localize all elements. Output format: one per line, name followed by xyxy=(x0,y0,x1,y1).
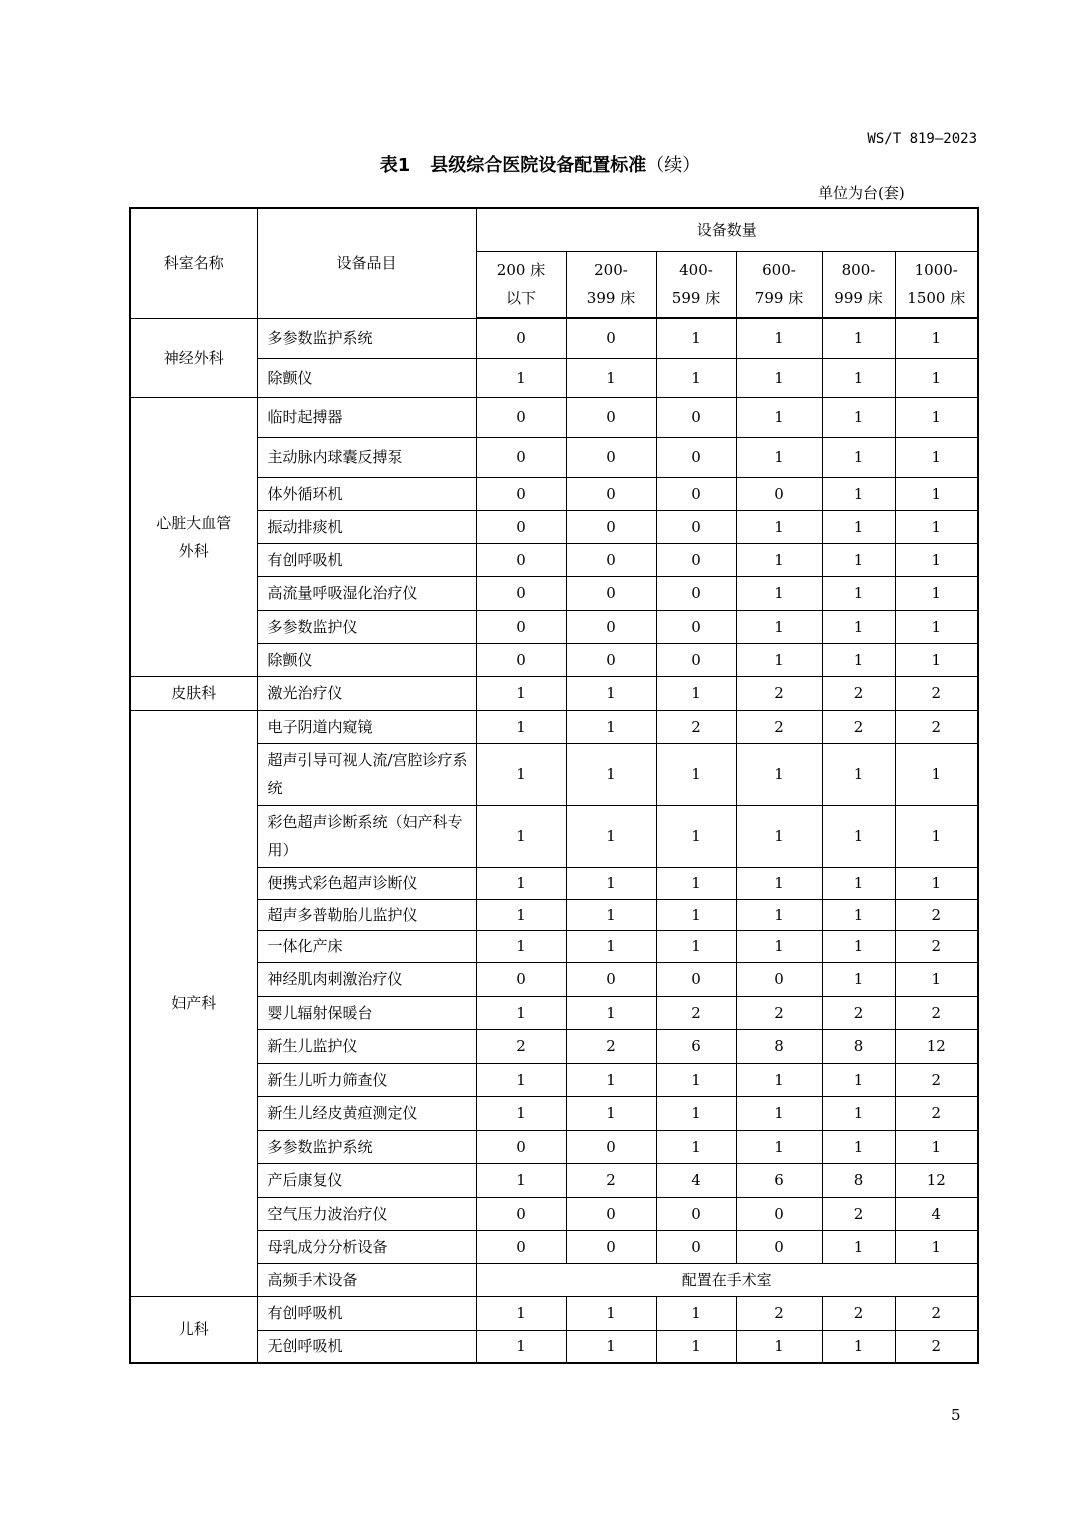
header-department: 科室名称 xyxy=(130,208,257,318)
quantity-cell: 0 xyxy=(656,543,736,576)
bed-range-line2: 999 床 xyxy=(834,289,883,308)
quantity-cell: 1 xyxy=(566,1330,656,1363)
table-row xyxy=(130,962,978,996)
quantity-cell: 1 xyxy=(736,358,822,397)
item-cell: 产后康复仪 xyxy=(257,1163,476,1197)
header-beds xyxy=(656,251,736,318)
quantity-cell: 2 xyxy=(736,996,822,1029)
quantity-cell: 2 xyxy=(895,1063,978,1096)
quantity-cell: 1 xyxy=(736,930,822,962)
table-row xyxy=(130,358,978,397)
item-cell: 多参数监护系统 xyxy=(257,318,476,358)
item-cell: 一体化产床 xyxy=(257,930,476,962)
quantity-cell: 0 xyxy=(736,477,822,510)
quantity-cell: 0 xyxy=(656,437,736,477)
quantity-cell: 1 xyxy=(476,1063,566,1096)
quantity-cell: 2 xyxy=(656,710,736,743)
quantity-cell: 1 xyxy=(822,805,895,867)
item-cell: 婴儿辐射保暖台 xyxy=(257,996,476,1029)
quantity-cell: 1 xyxy=(566,1063,656,1096)
quantity-cell: 1 xyxy=(566,676,656,710)
quantity-cell: 8 xyxy=(736,1029,822,1063)
quantity-cell: 1 xyxy=(822,962,895,996)
quantity-cell: 1 xyxy=(566,805,656,867)
table-row xyxy=(130,867,978,899)
item-cell: 高流量呼吸湿化治疗仪 xyxy=(257,576,476,610)
item-cell: 多参数监护系统 xyxy=(257,1130,476,1163)
item-cell: 超声多普勒胎儿监护仪 xyxy=(257,899,476,930)
quantity-cell: 1 xyxy=(736,805,822,867)
quantity-cell: 1 xyxy=(476,805,566,867)
quantity-cell: 1 xyxy=(895,610,978,643)
bed-range-line1: 800- xyxy=(841,261,876,280)
quantity-cell: 1 xyxy=(476,743,566,805)
quantity-cell: 1 xyxy=(895,477,978,510)
quantity-cell: 1 xyxy=(822,643,895,676)
item-cell: 激光治疗仪 xyxy=(257,676,476,710)
table-row xyxy=(130,1330,978,1363)
table-row xyxy=(130,318,978,358)
quantity-cell: 1 xyxy=(822,543,895,576)
quantity-cell: 1 xyxy=(822,610,895,643)
item-cell: 无创呼吸机 xyxy=(257,1330,476,1363)
quantity-cell: 0 xyxy=(476,643,566,676)
quantity-cell: 1 xyxy=(822,477,895,510)
quantity-cell: 0 xyxy=(656,1197,736,1230)
quantity-cell: 1 xyxy=(656,358,736,397)
quantity-cell: 1 xyxy=(476,930,566,962)
quantity-cell: 1 xyxy=(656,1063,736,1096)
bed-range-line1: 200 床 xyxy=(496,261,546,280)
table-row xyxy=(130,710,978,743)
quantity-cell: 1 xyxy=(566,743,656,805)
quantity-cell: 1 xyxy=(656,676,736,710)
quantity-cell: 1 xyxy=(895,437,978,477)
quantity-cell: 0 xyxy=(566,1197,656,1230)
quantity-cell: 1 xyxy=(736,437,822,477)
quantity-cell: 1 xyxy=(822,899,895,930)
bed-range-line2: 399 床 xyxy=(586,289,636,308)
quantity-cell: 0 xyxy=(566,576,656,610)
table-row xyxy=(130,397,978,437)
department-cell: 神经外科 xyxy=(130,318,257,397)
quantity-cell: 0 xyxy=(736,962,822,996)
quantity-cell: 6 xyxy=(656,1029,736,1063)
item-cell: 有创呼吸机 xyxy=(257,543,476,576)
quantity-cell: 0 xyxy=(656,477,736,510)
header-beds xyxy=(566,251,656,318)
quantity-cell: 1 xyxy=(895,1230,978,1263)
quantity-cell: 0 xyxy=(476,1130,566,1163)
quantity-cell: 0 xyxy=(476,318,566,358)
quantity-cell: 2 xyxy=(736,676,822,710)
quantity-cell: 1 xyxy=(476,996,566,1029)
quantity-cell: 0 xyxy=(476,1197,566,1230)
quantity-cell: 8 xyxy=(822,1163,895,1197)
quantity-cell: 1 xyxy=(476,867,566,899)
table-row xyxy=(130,543,978,576)
quantity-cell: 0 xyxy=(566,477,656,510)
quantity-cell: 1 xyxy=(656,318,736,358)
item-cell: 新生儿监护仪 xyxy=(257,1029,476,1063)
table-title-suffix: （续） xyxy=(646,155,701,176)
table-row xyxy=(130,930,978,962)
item-cell: 空气压力波治疗仪 xyxy=(257,1197,476,1230)
quantity-cell: 0 xyxy=(736,1197,822,1230)
item-cell: 超声引导可视人流/宫腔诊疗系统 xyxy=(257,743,476,805)
quantity-cell: 0 xyxy=(656,576,736,610)
quantity-cell: 1 xyxy=(822,1230,895,1263)
table-row xyxy=(130,477,978,510)
quantity-cell: 1 xyxy=(895,576,978,610)
quantity-cell: 0 xyxy=(566,962,656,996)
bed-range-line2: 以下 xyxy=(505,289,536,308)
quantity-cell: 1 xyxy=(476,710,566,743)
quantity-cell: 1 xyxy=(822,437,895,477)
quantity-cell: 1 xyxy=(736,743,822,805)
quantity-cell: 0 xyxy=(656,1230,736,1263)
bed-range-line1: 400- xyxy=(679,261,713,280)
quantity-cell: 1 xyxy=(476,1330,566,1363)
quantity-cell: 1 xyxy=(566,996,656,1029)
quantity-cell: 1 xyxy=(736,318,822,358)
quantity-cell: 1 xyxy=(736,510,822,543)
quantity-cell: 0 xyxy=(476,397,566,437)
table-row xyxy=(130,610,978,643)
item-cell: 多参数监护仪 xyxy=(257,610,476,643)
quantity-cell: 1 xyxy=(566,710,656,743)
quantity-cell: 1 xyxy=(736,1130,822,1163)
department-cell: 儿科 xyxy=(130,1296,257,1363)
item-cell: 新生儿经皮黄疸测定仪 xyxy=(257,1096,476,1130)
quantity-cell: 1 xyxy=(895,643,978,676)
quantity-cell: 1 xyxy=(822,867,895,899)
quantity-cell: 0 xyxy=(566,543,656,576)
table-row xyxy=(130,676,978,710)
header-quantity-group: 设备数量 xyxy=(476,208,978,251)
quantity-cell: 1 xyxy=(895,358,978,397)
quantity-cell: 1 xyxy=(476,358,566,397)
quantity-cell: 1 xyxy=(656,1096,736,1130)
table-row xyxy=(130,437,978,477)
department-cell: 心脏大血管外科 xyxy=(130,397,257,676)
quantity-cell: 2 xyxy=(895,1096,978,1130)
table-row xyxy=(130,643,978,676)
quantity-cell: 2 xyxy=(895,899,978,930)
header-beds xyxy=(736,251,822,318)
quantity-cell: 2 xyxy=(895,676,978,710)
quantity-cell: 2 xyxy=(895,1296,978,1330)
quantity-cell: 2 xyxy=(656,996,736,1029)
table-row xyxy=(130,1130,978,1163)
quantity-cell: 1 xyxy=(822,743,895,805)
quantity-cell: 1 xyxy=(476,899,566,930)
quantity-cell: 1 xyxy=(656,899,736,930)
unit-note: 单位为台(套) xyxy=(818,184,905,202)
table-row xyxy=(130,743,978,805)
quantity-cell: 1 xyxy=(566,867,656,899)
table-body xyxy=(130,318,978,1363)
quantity-cell: 0 xyxy=(566,643,656,676)
quantity-cell: 2 xyxy=(895,930,978,962)
table-row xyxy=(130,996,978,1029)
quantity-cell: 0 xyxy=(656,397,736,437)
table-row xyxy=(130,510,978,543)
item-cell: 电子阴道内窥镜 xyxy=(257,710,476,743)
quantity-cell: 1 xyxy=(822,358,895,397)
quantity-cell: 2 xyxy=(895,710,978,743)
quantity-cell: 1 xyxy=(566,358,656,397)
quantity-cell: 1 xyxy=(736,1096,822,1130)
quantity-cell: 1 xyxy=(656,867,736,899)
bed-range-line1: 600- xyxy=(762,261,796,280)
item-cell: 有创呼吸机 xyxy=(257,1296,476,1330)
quantity-cell: 1 xyxy=(476,1296,566,1330)
item-cell: 临时起搏器 xyxy=(257,397,476,437)
quantity-cell: 0 xyxy=(566,437,656,477)
quantity-cell: 1 xyxy=(736,610,822,643)
quantity-cell: 0 xyxy=(656,962,736,996)
equipment-table xyxy=(129,207,979,1364)
quantity-cell: 2 xyxy=(822,710,895,743)
header-item: 设备品目 xyxy=(257,208,476,318)
quantity-cell: 1 xyxy=(895,318,978,358)
header-beds xyxy=(895,251,978,318)
quantity-cell: 0 xyxy=(476,437,566,477)
quantity-cell: 0 xyxy=(476,477,566,510)
quantity-cell: 0 xyxy=(476,510,566,543)
table-title-text: 县级综合医院设备配置标准 xyxy=(430,155,647,176)
quantity-cell: 4 xyxy=(656,1163,736,1197)
quantity-cell: 0 xyxy=(566,1130,656,1163)
quantity-cell: 1 xyxy=(822,930,895,962)
quantity-cell: 2 xyxy=(822,676,895,710)
quantity-cell: 1 xyxy=(736,1063,822,1096)
bed-range-line1: 200- xyxy=(594,261,628,280)
quantity-cell: 0 xyxy=(566,510,656,543)
quantity-cell: 2 xyxy=(736,710,822,743)
quantity-cell: 2 xyxy=(476,1029,566,1063)
table-row xyxy=(130,1197,978,1230)
quantity-cell: 1 xyxy=(895,867,978,899)
item-cell: 体外循环机 xyxy=(257,477,476,510)
bed-range-line2: 799 床 xyxy=(754,289,804,308)
item-cell: 除颤仪 xyxy=(257,643,476,676)
item-cell: 主动脉内球囊反搏泵 xyxy=(257,437,476,477)
quantity-cell: 12 xyxy=(895,1163,978,1197)
quantity-cell: 1 xyxy=(895,543,978,576)
quantity-cell: 2 xyxy=(895,996,978,1029)
quantity-cell: 0 xyxy=(476,610,566,643)
quantity-cell: 1 xyxy=(895,397,978,437)
bed-range-line2: 599 床 xyxy=(671,289,721,308)
quantity-cell: 1 xyxy=(566,899,656,930)
quantity-cell: 4 xyxy=(895,1197,978,1230)
quantity-cell: 1 xyxy=(476,1163,566,1197)
quantity-cell: 1 xyxy=(566,1096,656,1130)
quantity-cell: 1 xyxy=(656,805,736,867)
quantity-cell: 0 xyxy=(476,962,566,996)
quantity-cell: 1 xyxy=(656,1130,736,1163)
quantity-cell: 1 xyxy=(736,643,822,676)
quantity-cell: 0 xyxy=(656,610,736,643)
quantity-cell: 0 xyxy=(656,510,736,543)
table-row xyxy=(130,1063,978,1096)
quantity-cell: 0 xyxy=(566,397,656,437)
item-cell: 除颤仪 xyxy=(257,358,476,397)
bed-range-line1: 1000- xyxy=(914,261,958,280)
table-title xyxy=(0,151,1080,177)
item-cell: 彩色超声诊断系统（妇产科专用） xyxy=(257,805,476,867)
table-row xyxy=(130,1096,978,1130)
quantity-cell: 1 xyxy=(476,676,566,710)
quantity-cell: 2 xyxy=(566,1163,656,1197)
quantity-cell: 1 xyxy=(822,1096,895,1130)
table-row xyxy=(130,576,978,610)
quantity-cell: 2 xyxy=(822,1296,895,1330)
quantity-cell: 0 xyxy=(566,610,656,643)
quantity-cell: 1 xyxy=(566,1296,656,1330)
quantity-cell: 1 xyxy=(822,510,895,543)
quantity-cell: 1 xyxy=(736,397,822,437)
quantity-cell: 1 xyxy=(736,543,822,576)
quantity-cell: 2 xyxy=(736,1296,822,1330)
quantity-cell: 0 xyxy=(736,1230,822,1263)
quantity-cell: 1 xyxy=(822,1130,895,1163)
quantity-cell: 1 xyxy=(822,318,895,358)
quantity-cell: 1 xyxy=(822,1330,895,1363)
quantity-cell: 1 xyxy=(736,576,822,610)
quantity-cell: 1 xyxy=(656,743,736,805)
quantity-cell: 8 xyxy=(822,1029,895,1063)
quantity-cell: 1 xyxy=(895,510,978,543)
quantity-cell: 0 xyxy=(476,1230,566,1263)
quantity-cell: 2 xyxy=(822,996,895,1029)
item-cell: 高频手术设备 xyxy=(257,1263,476,1296)
item-cell: 便携式彩色超声诊断仪 xyxy=(257,867,476,899)
department-cell: 皮肤科 xyxy=(130,676,257,710)
item-cell: 神经肌肉刺激治疗仪 xyxy=(257,962,476,996)
standard-code: WS/T 819—2023 xyxy=(867,131,977,147)
table-row xyxy=(130,899,978,930)
quantity-cell: 2 xyxy=(566,1029,656,1063)
quantity-cell: 1 xyxy=(895,805,978,867)
table-row xyxy=(130,805,978,867)
item-cell: 母乳成分分析设备 xyxy=(257,1230,476,1263)
quantity-cell: 1 xyxy=(656,1330,736,1363)
table-number: 表1 xyxy=(379,155,411,176)
quantity-cell: 6 xyxy=(736,1163,822,1197)
quantity-cell: 2 xyxy=(822,1197,895,1230)
header-beds xyxy=(476,251,566,318)
quantity-cell: 0 xyxy=(476,543,566,576)
table-row xyxy=(130,1263,978,1296)
quantity-cell: 1 xyxy=(895,1130,978,1163)
quantity-cell: 1 xyxy=(656,1296,736,1330)
quantity-cell: 1 xyxy=(822,397,895,437)
department-cell: 妇产科 xyxy=(130,710,257,1296)
header-beds xyxy=(822,251,895,318)
quantity-cell: 0 xyxy=(566,1230,656,1263)
table-row xyxy=(130,1163,978,1197)
quantity-cell: 0 xyxy=(566,318,656,358)
quantity-cell: 0 xyxy=(656,643,736,676)
bed-range-line2: 1500 床 xyxy=(907,289,966,308)
quantity-cell: 1 xyxy=(656,930,736,962)
quantity-cell: 12 xyxy=(895,1029,978,1063)
quantity-cell: 1 xyxy=(895,962,978,996)
quantity-cell: 1 xyxy=(476,1096,566,1130)
note-cell: 配置在手术室 xyxy=(476,1263,978,1296)
item-cell: 新生儿听力筛查仪 xyxy=(257,1063,476,1096)
quantity-cell: 1 xyxy=(895,743,978,805)
table-row xyxy=(130,1029,978,1063)
page-number: 5 xyxy=(951,1406,961,1424)
item-cell: 振动排痰机 xyxy=(257,510,476,543)
quantity-cell: 0 xyxy=(476,576,566,610)
quantity-cell: 1 xyxy=(736,1330,822,1363)
quantity-cell: 1 xyxy=(822,1063,895,1096)
table-row xyxy=(130,1296,978,1330)
quantity-cell: 1 xyxy=(566,930,656,962)
quantity-cell: 1 xyxy=(822,576,895,610)
quantity-cell: 1 xyxy=(736,867,822,899)
table-row xyxy=(130,1230,978,1263)
quantity-cell: 1 xyxy=(736,899,822,930)
quantity-cell: 2 xyxy=(895,1330,978,1363)
